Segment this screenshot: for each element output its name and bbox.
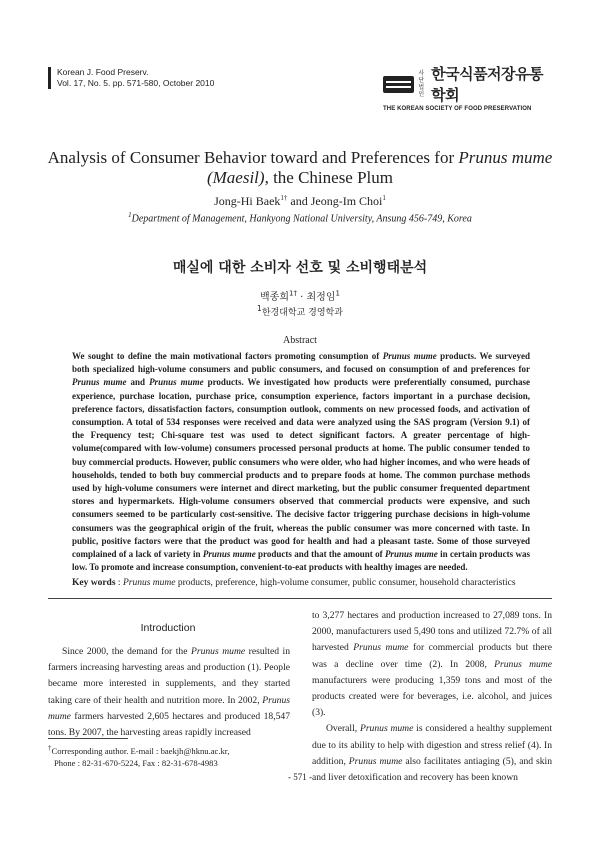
- journal-citation: [48, 67, 214, 89]
- intro-paragraph-continued: to 3,277 hectares and production increased to 27,089 tons. In 2000, manufacturers used 5,490 tons and utilized 72.7% of all harvested Prunus mume for commercial products but there was a decline over time (2). In 2008, Prunus mume manufacturers were producing 1,359 tons and most of the products created were for beverages, i.e. alcohol, and juices (3).: [312, 610, 553, 719]
- corresponding-author-footnote: [48, 742, 288, 769]
- author-name: Jong-Hi Baek: [214, 194, 281, 208]
- abstract-heading: Abstract: [283, 335, 317, 346]
- journal-volume: Vol. 17, No. 5. pp. 571-580, October 2010: [57, 78, 215, 88]
- author-sup: 1: [382, 194, 386, 202]
- section-divider: [48, 598, 552, 599]
- title-text: Analysis of Consumer Behavior toward and Preferences for: [47, 148, 459, 167]
- right-column: [312, 608, 552, 786]
- keywords-text: products, preference, high-volume consumer, public consumer, household characteristics: [175, 578, 516, 588]
- affiliation-sup: 1: [128, 211, 132, 219]
- paper-title: [40, 148, 560, 188]
- author-conjunction: and: [287, 194, 311, 208]
- logo-korean-name: 한국식품저장유통학회: [431, 65, 544, 104]
- title-italic: Prunus mume (Maesil): [206, 148, 553, 187]
- korean-author-sup: 1†: [289, 289, 297, 298]
- author-name: Jeong-Im Choi: [310, 194, 383, 208]
- author-sup: 1†: [280, 194, 288, 202]
- korean-affiliation: [0, 304, 600, 318]
- korean-author-separator: ·: [296, 292, 307, 303]
- affiliation-text: Department of Management, Hankyong National University, Ansung 456-749, Korea: [131, 213, 472, 225]
- logo-small-text: 사단법인: [418, 70, 425, 98]
- korean-author-list: [0, 288, 600, 303]
- korean-affiliation-sup: 1: [257, 304, 262, 313]
- korean-author-name: 최정임: [306, 292, 336, 303]
- keywords: Key words : Prunus mume products, preference, high-volume consumer, public consumer, household characteristics: [72, 578, 516, 588]
- left-column: [48, 644, 290, 741]
- society-logo: [383, 63, 553, 112]
- korean-author-name: 백종희: [260, 292, 289, 303]
- intro-paragraph: Overall, Prunus mume is considered a healthy supplement due to its ability to help with digestion and stress relief (4). In addition, Prunus mume also facilitates antiaging (5), and skin and liver detoxification and recovery has been known: [312, 723, 552, 784]
- author-list: [0, 194, 600, 209]
- intro-paragraph: Since 2000, the demand for the Prunus mume resulted in farmers increasing harvesting areas and production (1). People became more interested in supplements, and they started taking care of their health and nutrition more. In 2002, Prunus mume farmers harvested 2,605 hectares and produced 18,547 tons. By 2007, the harvesting areas rapidly increased: [48, 646, 290, 739]
- footnote-phone: Phone : 82-31-670-5224, Fax : 82-31-678-4983: [54, 757, 218, 768]
- introduction-heading: Introduction: [140, 622, 196, 634]
- korean-author-sup: 1: [335, 289, 340, 298]
- footnote-mark: †: [48, 744, 52, 752]
- page-number: - 571 -: [288, 772, 312, 782]
- keywords-label: Key words: [72, 578, 116, 588]
- korean-affiliation-text: 한경대학교 경영학과: [261, 308, 343, 318]
- affiliation: [0, 211, 600, 224]
- logo-english-name: THE KOREAN SOCIETY OF FOOD PRESERVATION: [383, 106, 532, 112]
- footnote-email: Corresponding author. E-mail : baekjh@hknu.ac.kr,: [51, 745, 230, 756]
- title-text-end: , the Chinese Plum: [264, 168, 394, 187]
- abstract-body: We sought to define the main motivational factors promoting consumption of Prunus mume products. We surveyed both specialized high-volume consumers and public consumers, and focused on consumption of and preferences for Prunus mume and Prunus mume products. We investigated how products were preferentially consumed, purchase experience, purchase location, purchase price, consumption experience, factors important in a purchase decision, preference factors, dissatisfaction factors, consumption outlook, comments on new processed foods, and activation of consumption. A total of 534 responses were received and data were analyzed using the SAS program (Version 9.1) of the Frequency test; Chi-square test was used to detect significant factors. A greater percentage of high-volume(compared with low-volume) consumers processed personal products at home. The public consumer tended to buy commercial products. However, public consumers who were older, who had higher incomes, and who were heads of households, tended to both buy commercial products and to prepare foods at home. The common purchase methods used by high-volume consumers were internet and direct marketing, but the public consumer frequented department stores and hypermarkets. High-volume consumers observed that commercial products were expensive, and such consumers seemed to be particularly cost-sensitive. The decisive factor triggering purchase decisions in high-volume consumers was the geographical origin of the fruit, whereas the public consumer was more concerned with taste. In public, positive factors were that the product was good for health and had a pleasant taste. Some of those surveyed complained of a lack of variety in Prunus mume products and that the amount of Prunus mume in certain products was low. To promote and increase consumption, convenient-to-eat products with healthy images are needed.: [72, 351, 530, 573]
- society-emblem-icon: [383, 76, 414, 93]
- korean-title: 매실에 대한 소비자 선호 및 소비행태분석: [172, 260, 428, 276]
- journal-name: Korean J. Food Preserv.: [57, 67, 149, 77]
- footnote-divider: [48, 738, 128, 739]
